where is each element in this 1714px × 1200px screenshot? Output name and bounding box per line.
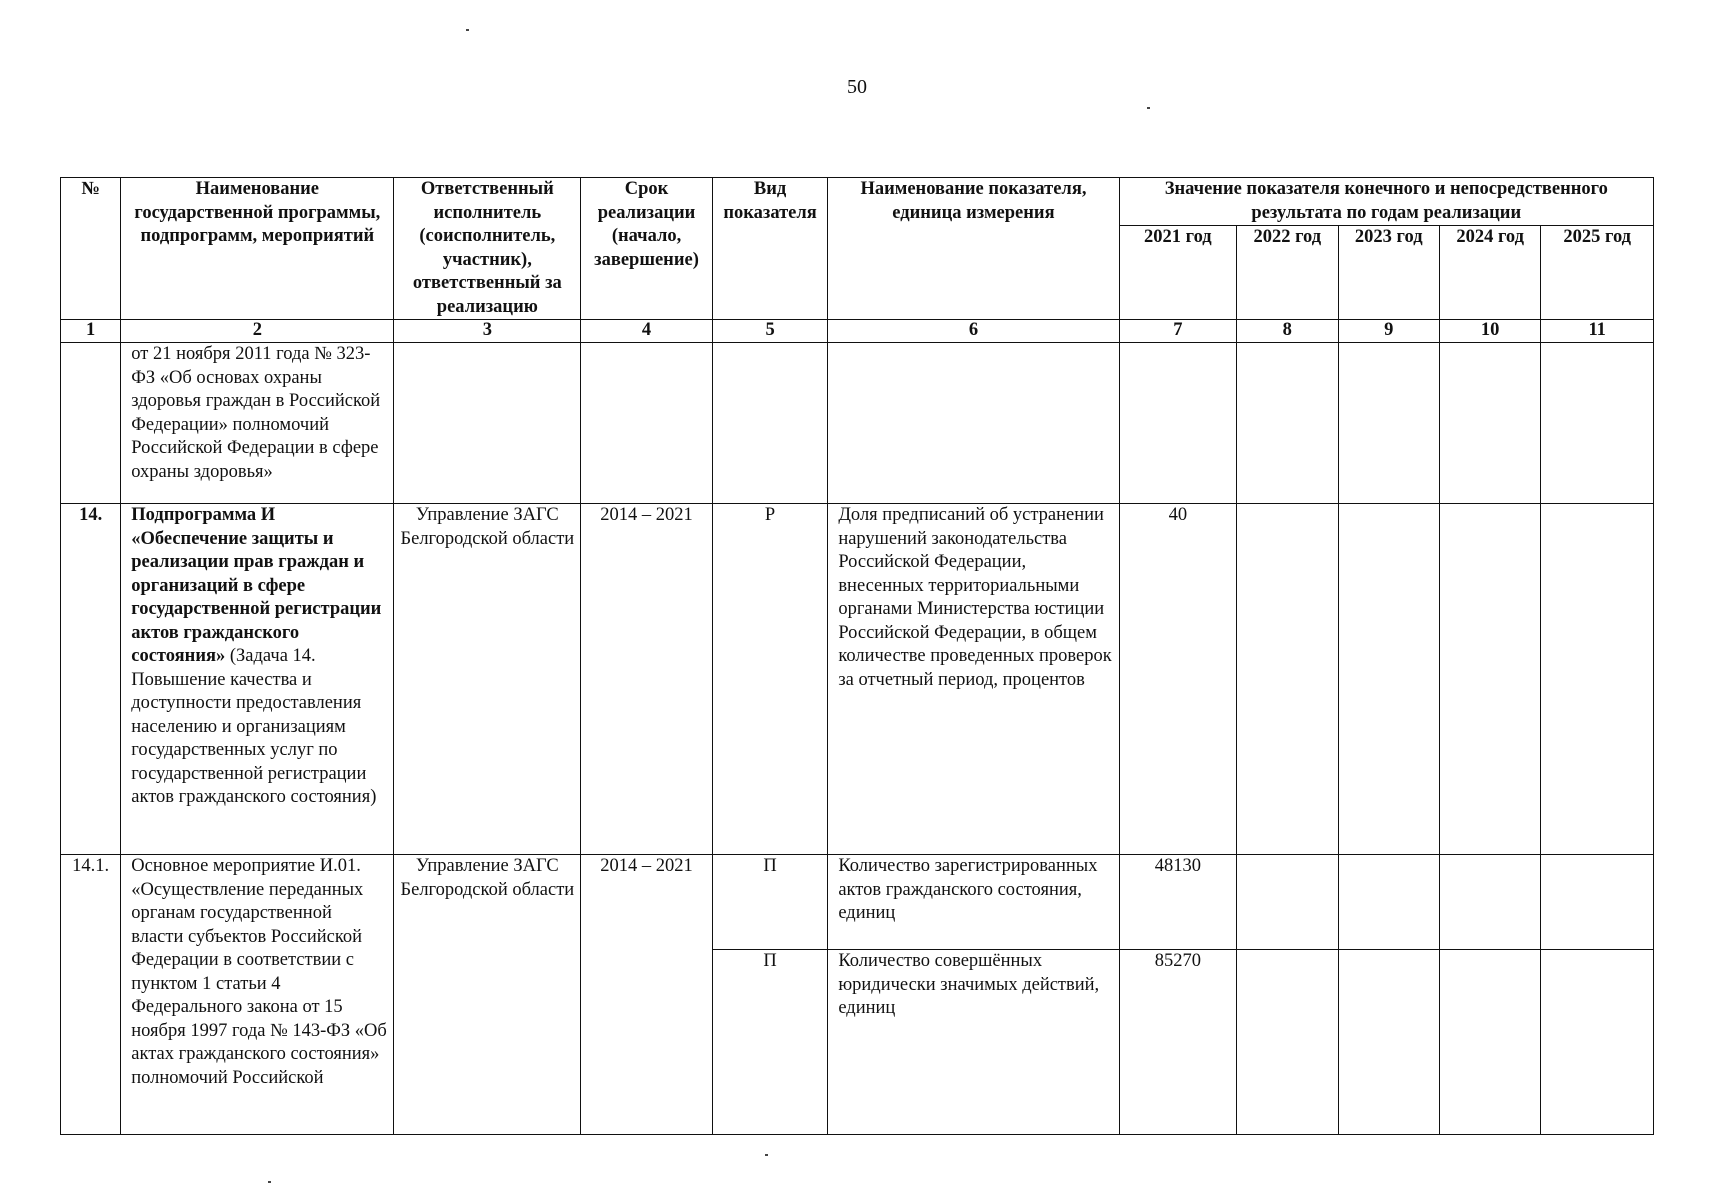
row-executor: Управление ЗАГС Белгородской области [394, 855, 581, 1135]
row-value-2023 [1338, 343, 1439, 504]
row-value-2025 [1541, 855, 1654, 950]
header-year-2024: 2024 год [1439, 226, 1540, 320]
row-indicator: Количество совершённых юридически значимых действий, единиц [828, 950, 1119, 1135]
row-value-2024 [1439, 504, 1540, 855]
scan-speck [466, 29, 469, 31]
column-numbers-row [61, 320, 1654, 343]
row-value-2021: 48130 [1119, 855, 1237, 950]
header-name: Наименование государственной программы, подпрограмм, мероприятий [121, 178, 394, 320]
header-year-2023: 2023 год [1338, 226, 1439, 320]
header-executor: Ответственный исполнитель (соисполнитель, участник), ответственный за реализацию [394, 178, 581, 320]
scan-speck [765, 1154, 768, 1156]
row-value-2024 [1439, 343, 1540, 504]
row-value-2023 [1338, 855, 1439, 950]
row-value-2023 [1338, 950, 1439, 1135]
row-value-2024 [1439, 855, 1540, 950]
row-kind: П [712, 855, 828, 950]
column-number: 9 [1338, 320, 1439, 343]
scan-speck [1147, 107, 1150, 109]
scan-speck [268, 1181, 271, 1183]
header-kind: Вид показателя [712, 178, 828, 320]
row-value-2022 [1237, 504, 1338, 855]
row-kind: П [712, 950, 828, 1135]
row-value-2023 [1338, 504, 1439, 855]
header-values-group: Значение показателя конечного и непосредственного результата по годам реализации [1119, 178, 1653, 226]
column-number: 10 [1439, 320, 1540, 343]
row-executor [394, 343, 581, 504]
header-indicator: Наименование показателя, единица измерения [828, 178, 1119, 320]
row-num: 14. [61, 504, 121, 855]
table-row [61, 504, 1654, 855]
row-value-2022 [1237, 855, 1338, 950]
row-indicator: Доля предписаний об устранении нарушений законодательства Российской Федерации, внесенных территориальными органами Министерства юстиции Российской Федерации, в общем количестве проведенных проверок за отчетный период, процентов [828, 504, 1119, 855]
header-num: № [61, 178, 121, 320]
column-number: 11 [1541, 320, 1654, 343]
row-indicator [828, 343, 1119, 504]
row-term [581, 343, 713, 504]
row-name: Основное мероприятие И.01. «Осуществление переданных органам государственной власти субъектов Российской Федерации в соответствии с пунктом 1 статьи 4 Федерального закона от 15 ноября 1997 года № 143-ФЗ «Об актах гражданского состояния» полномочий Российской [121, 855, 394, 1135]
row-value-2021: 40 [1119, 504, 1237, 855]
column-number: 1 [61, 320, 121, 343]
column-number: 5 [712, 320, 828, 343]
row-num [61, 343, 121, 504]
row-indicator: Количество зарегистрированных актов гражданского состояния, единиц [828, 855, 1119, 950]
row-executor: Управление ЗАГС Белгородской области [394, 504, 581, 855]
row-kind [712, 343, 828, 504]
row-name-regular: (Задача 14. Повышение качества и доступности предоставления населению и организациям государственных услуг по государственной регистрации актов гражданского состояния) [131, 646, 377, 807]
row-value-2025 [1541, 504, 1654, 855]
column-number: 7 [1119, 320, 1237, 343]
column-number: 4 [581, 320, 713, 343]
row-value-2022 [1237, 343, 1338, 504]
row-value-2024 [1439, 950, 1540, 1135]
row-term: 2014 – 2021 [581, 855, 713, 1135]
header-row [61, 178, 1654, 226]
row-term: 2014 – 2021 [581, 504, 713, 855]
row-num: 14.1. [61, 855, 121, 1135]
table-row [61, 855, 1654, 950]
header-term: Срок реализации (начало, завершение) [581, 178, 713, 320]
header-year-2022: 2022 год [1237, 226, 1338, 320]
row-value-2021 [1119, 343, 1237, 504]
page-number: 50 [847, 76, 867, 98]
column-number: 8 [1237, 320, 1338, 343]
column-number: 2 [121, 320, 394, 343]
row-kind: Р [712, 504, 828, 855]
row-value-2022 [1237, 950, 1338, 1135]
table-row [61, 343, 1654, 504]
column-number: 6 [828, 320, 1119, 343]
row-value-2025 [1541, 950, 1654, 1135]
header-year-2021: 2021 год [1119, 226, 1237, 320]
row-value-2025 [1541, 343, 1654, 504]
header-year-2025: 2025 год [1541, 226, 1654, 320]
row-name [121, 504, 394, 855]
row-name: от 21 ноября 2011 года № 323-ФЗ «Об основах охраны здоровья граждан в Российской Федерации» полномочий Российской Федерации в сфере охраны здоровья» [121, 343, 394, 504]
row-name-bold: Подпрограмма И «Обеспечение защиты и реализации прав граждан и организаций в сфере государственной регистрации актов гражданского состояния» [131, 505, 382, 666]
column-number: 3 [394, 320, 581, 343]
row-value-2021: 85270 [1119, 950, 1237, 1135]
indicator-table [60, 177, 1654, 1135]
